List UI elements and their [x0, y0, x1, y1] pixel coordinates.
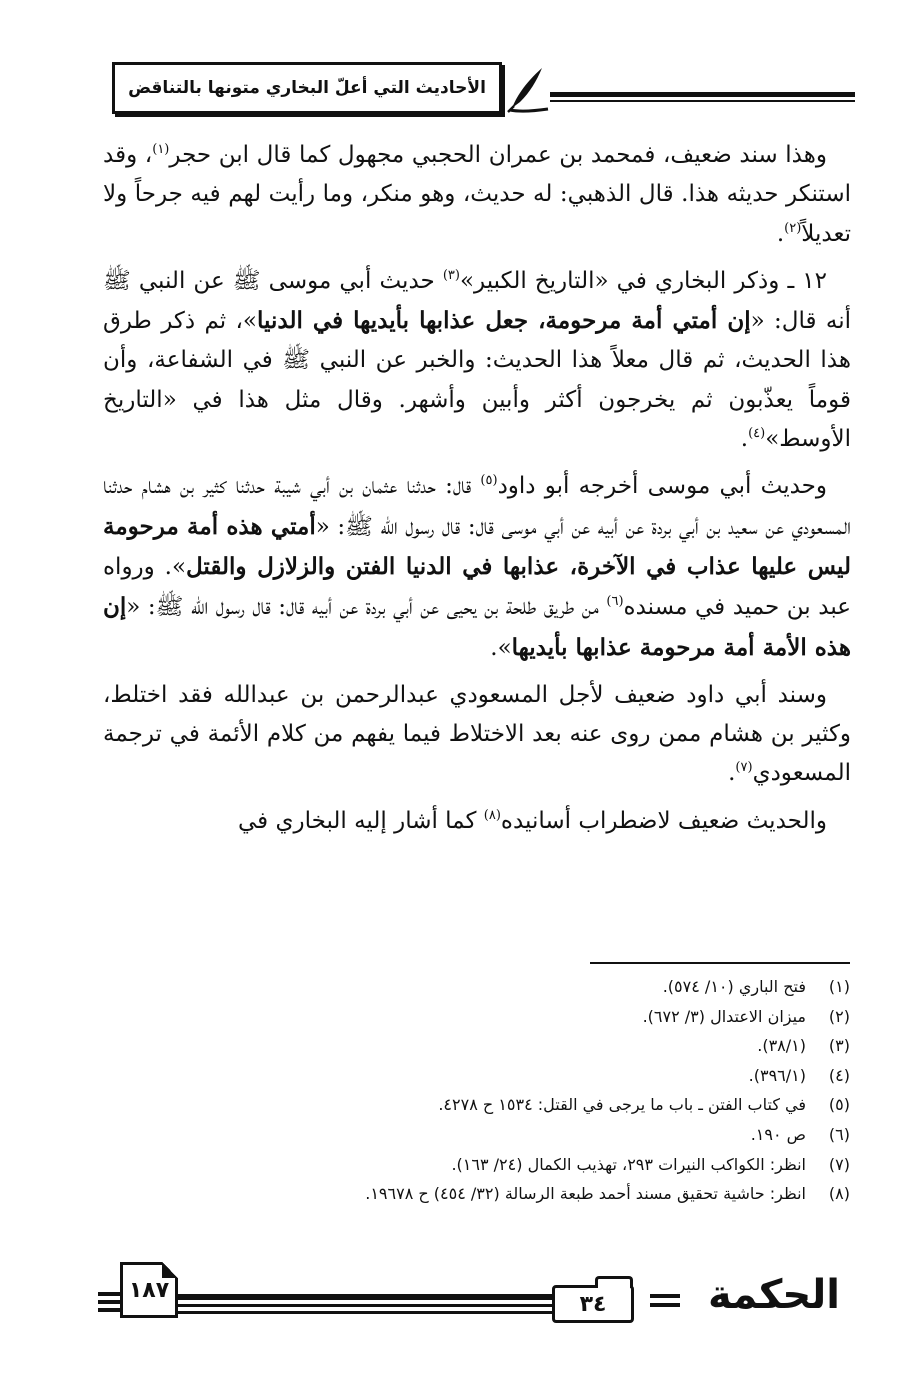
header-rule [550, 92, 855, 102]
issue-number-badge [552, 1285, 634, 1323]
paragraph-1: وهذا سند ضعيف، فمحمد بن عمران الحجبي مجهول كما قال ابن حجر$^{(١)}$، وقد استنكر حديثه هذا. قال الذهبي: له حديث، وهو منكر، وما رأيت لهم فيه جرحاً ولا تعديلاً$^{(٢)}$. [103, 142, 851, 247]
book-page-icon [162, 1262, 178, 1278]
folder-tab-icon [595, 1276, 633, 1288]
running-header-box [112, 62, 502, 114]
brand-logo: الحكمة [708, 1272, 840, 1318]
page-number: ١٨٧ [128, 1277, 170, 1303]
issue-number: ٣٤ [579, 1291, 607, 1317]
page-number-badge [120, 1262, 178, 1318]
footnote-item: (٣) (٣٨/١). [757, 1036, 850, 1056]
paragraph-2: ١٢ ـ وذكر البخاري في «التاريخ الكبير»$^{(٣)}$ حديث أبي موسى ﷺ عن النبي ﷺ أنه قال: «إن أمتي أمة مرحومة، جعل عذابها بأيديها في الدنيا»، ثم ذكر طرق هذا الحديث، ثم قال معلاً هذا الحديث: والخبر عن النبي ﷺ في الشفاعة، وأن قوماً يعذّبون ثم يخرجون أكثر وأبين وأشهر. وقال مثل هذا في «التاريخ الأوسط»$^{(٤)}$. [103, 267, 851, 453]
paragraph-4: وسند أبي داود ضعيف لأجل المسعودي عبدالرحمن بن عبدالله فقد اختلط، وكثير بن هشام ممن روى عنه بعد الاختلاط فيما يفهم من كلام الأئمة في ترجمة المسعودي$^{(٧)}$. [103, 681, 851, 787]
footnote-item: (٢) ميزان الاعتدال (٣/ ٦٧٢). [642, 1006, 850, 1026]
footer-separator [650, 1294, 680, 1312]
footnote-ref-7[interactable]: (٧) [735, 760, 753, 776]
paragraph-3: وحديث أبي موسى أخرجه أبو داود$^{(٥)}$ قال: حدثنا عثمان بن أبي شيبة حدثنا كثير بن هشام حدثنا المسعودي عن سعيد بن أبي بردة عن أبيه عن أبي موسى قال: قال رسول الله ﷺ: «أمتي هذه أمة مرحومة ليس عليها عذاب في الآخرة، عذابها في الدنيا الفتن والزلازل والقتل». ورواه عبد بن حميد في مسنده$^{(٦)}$ من طريق طلحة بن يحيى عن أبي بردة عن أبيه قال: قال رسول الله ﷺ: «إن هذه الأمة أمة مرحومة عذابها بأيديها». [103, 473, 851, 661]
main-text [103, 136, 851, 849]
footnote-ref-5[interactable]: (٥) [480, 473, 498, 489]
footnote-item: (٤) (٣٩٦/١). [748, 1065, 850, 1085]
footnote-item: (٨) انظر: حاشية تحقيق مسند أحمد طبعة الرسالة (٣٢/ ٤٥٤) ح ١٩٦٧٨. [365, 1184, 850, 1204]
footnote-item: (١) فتح الباري (١٠/ ٥٧٤). [662, 977, 850, 996]
footnote-ref-3[interactable]: (٣) [442, 267, 460, 283]
hadith-quote-1: إن أمتي أمة مرحومة، جعل عذابها بأيديها في الدنيا [257, 307, 751, 335]
footnote-item: (٦) ص ١٩٠. [750, 1124, 850, 1144]
footnote-item: (٥) في كتاب الفتن ـ باب ما يرجى في القتل: ١٥٣٤ ح ٤٢٧٨. [438, 1095, 850, 1115]
footnote-item: (٧) انظر: الكواكب النيرات ٢٩٣، تهذيب الكمال (٢٤/ ١٦٣). [451, 1154, 850, 1174]
paragraph-5: والحديث ضعيف لاضطراب أسانيده$^{(٨)}$ كما أشار إليه البخاري في [238, 807, 827, 834]
footnote-ref-1[interactable]: (١) [152, 142, 170, 157]
footnote-ref-8[interactable]: (٨) [483, 807, 501, 823]
footnote-ref-6[interactable]: (٦) [606, 594, 624, 610]
footnote-ref-2[interactable]: (٢) [784, 220, 802, 236]
footnote-separator [590, 962, 850, 964]
footnotes-list [240, 972, 850, 1209]
quill-icon [506, 62, 550, 114]
hadith-quote-2: أمتي هذه أمة مرحومة ليس عليها عذاب في الآخرة، عذابها في الدنيا الفتن والزلازل والقتل [103, 512, 851, 580]
footnote-ref-4[interactable]: (٤) [748, 426, 766, 442]
running-header-title: الأحاديث التي أعلّ البخاري متونها بالتناقض [128, 78, 486, 98]
hadith-quote-3: إن هذه الأمة أمة مرحومة عذابها بأيديها [103, 593, 851, 661]
